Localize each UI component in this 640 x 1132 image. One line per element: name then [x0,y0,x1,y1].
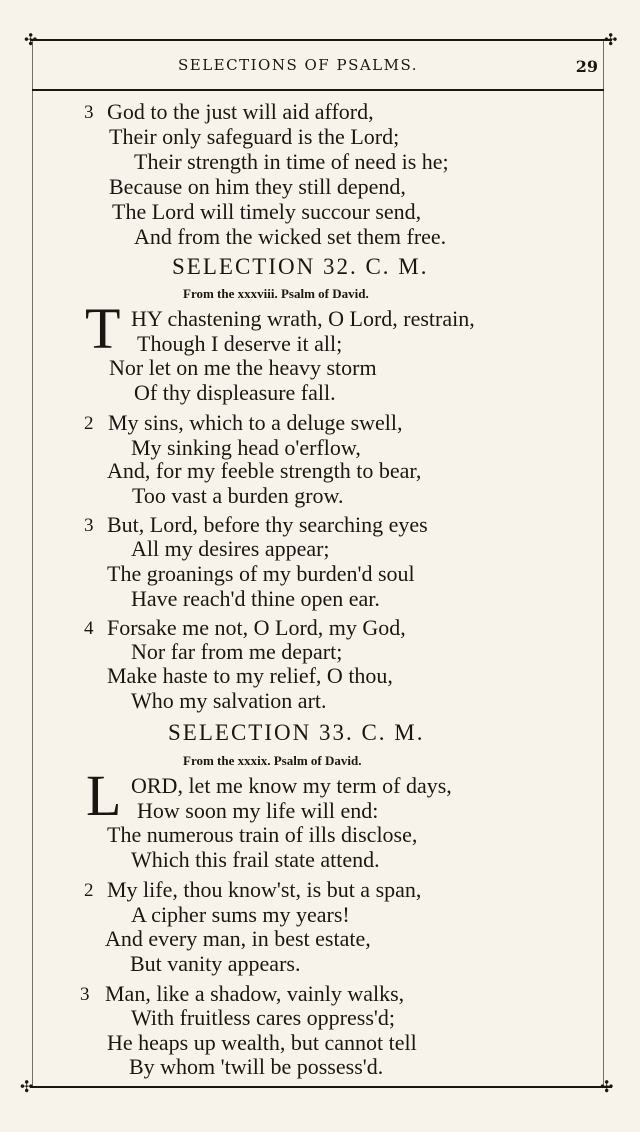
selection-heading: SELECTION 32. C. M. [172,254,429,279]
stanza-number: 4 [84,618,94,639]
verse-line: Have reach'd thine open ear. [131,586,380,611]
header-rule [32,89,604,91]
verse-line: Of thy displeasure fall. [134,380,336,405]
verse-line: The groanings of my burden'd soul [107,561,415,586]
verse-line: ORD, let me know my term of days, [131,773,452,798]
running-title: SELECTIONS OF PSALMS. [178,56,419,74]
top-rule [30,39,612,41]
verse-line: With fruitless cares oppress'd; [131,1005,395,1030]
ornament-bottom-left: ✣ [20,1077,34,1096]
stanza-number: 2 [84,413,94,434]
left-border [32,41,33,1086]
selection-subheading: From the xxxix. Psalm of David. [183,753,362,768]
verse-line: Who my salvation art. [131,688,327,713]
drop-cap: L [86,763,122,828]
selection-subheading: From the xxxviii. Psalm of David. [183,286,369,301]
verse-line: Nor let on me the heavy storm [109,355,377,380]
stanza-number: 2 [84,880,94,901]
verse-line: And from the wicked set them free. [134,224,447,249]
verse-line: But, Lord, before thy searching eyes [107,512,428,537]
drop-cap: T [85,296,121,361]
verse-line: Because on him they still depend, [109,174,406,199]
verse-line: But vanity appears. [130,951,301,976]
ornament-bottom-right: ✣ [600,1077,614,1096]
verse-line: A cipher sums my years! [131,902,350,927]
verse-line: God to the just will aid afford, [107,99,374,124]
verse-line: He heaps up wealth, but cannot tell [107,1030,417,1055]
verse-line: The numerous train of ills disclose, [107,822,418,847]
verse-line: Which this frail state attend. [131,847,380,872]
verse-line: Their strength in time of need is he; [134,149,449,174]
verse-line: HY chastening wrath, O Lord, restrain, [131,306,475,331]
verse-line: My sinking head o'erflow, [131,435,361,460]
verse-line: Forsake me not, O Lord, my God, [107,615,406,640]
page-header [0,56,640,78]
verse-line: By whom 'twill be possess'd. [129,1054,384,1079]
verse-line: Though I deserve it all; [137,331,343,356]
ornament-top-right: ✣ [604,30,618,49]
stanza-number: 3 [80,984,90,1005]
verse-line: Nor far from me depart; [131,639,343,664]
verse-line: Their only safeguard is the Lord; [109,124,400,149]
verse-line: My life, thou know'st, is but a span, [107,877,422,902]
verse-line: Man, like a shadow, vainly walks, [105,981,405,1006]
stanza-number: 3 [84,515,94,536]
stanza-number: 3 [84,102,94,123]
verse-line: And every man, in best estate, [105,926,371,951]
ornament-top-left: ✣ [24,30,38,49]
verse-line: The Lord will timely succour send, [112,199,422,224]
right-border [603,41,604,1086]
verse-line: All my desires appear; [131,536,330,561]
verse-line: My sins, which to a deluge swell, [108,410,403,435]
verse-line: Too vast a burden grow. [132,483,344,508]
bottom-rule [30,1086,612,1088]
verse-line: Make haste to my relief, O thou, [107,663,393,688]
verse-line: And, for my feeble strength to bear, [107,458,422,483]
selection-heading: SELECTION 33. C. M. [168,720,425,745]
page-number: 29 [575,57,598,76]
verse-line: How soon my life will end: [137,798,379,823]
